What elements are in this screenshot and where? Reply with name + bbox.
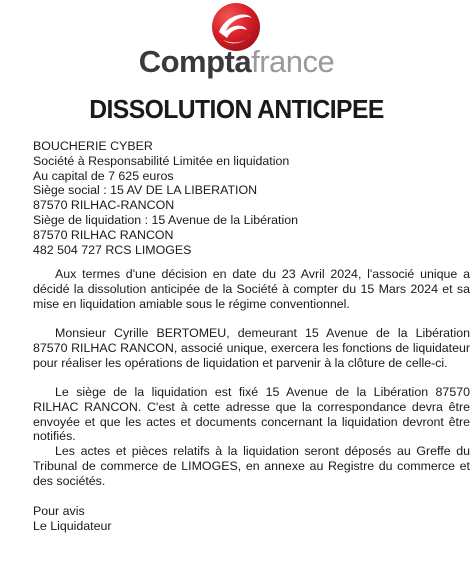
company-capital: Au capital de 7 625 euros bbox=[33, 168, 174, 183]
brand-name-bold: Compta bbox=[138, 44, 252, 79]
closing-block bbox=[33, 504, 112, 534]
paragraph-liquidator: Monsieur Cyrille BERTOMEU, demeurant 15 Avenue de la Libération 87570 RILHAC RANCON, associé unique, exercera les fonctions de liquidateur pour réaliser les opérations de liquidation et parvenir à la clôture de celle-ci. bbox=[33, 326, 470, 370]
brand-wordmark bbox=[0, 45, 473, 79]
company-block bbox=[33, 139, 298, 257]
comptafrance-logo bbox=[0, 0, 473, 85]
brand-name-light: france bbox=[251, 44, 335, 79]
company-rcs: 482 504 727 RCS LIMOGES bbox=[33, 242, 192, 257]
paragraph-filing: Les actes et pièces relatifs à la liquidation seront déposés au Greffe du Tribunal de commerce de LIMOGES, en annexe au Registre du commerce et des sociétés. bbox=[33, 444, 470, 488]
company-registered-office: Siège social : 15 AV DE LA LIBERATION bbox=[33, 183, 258, 198]
company-liquidation-city: 87570 RILHAC RANCON bbox=[33, 227, 174, 242]
company-registered-city: 87570 RILHAC-RANCON bbox=[33, 198, 175, 213]
closing-signatory: Le Liquidateur bbox=[33, 518, 112, 533]
paragraph-decision: Aux termes d'une décision en date du 23 Avril 2024, l'associé unique a décidé la dissolution anticipée de la Société à compter du 15 Mars 2024 et sa mise en liquidation amiable sous le régime conventionnel. bbox=[33, 267, 470, 311]
company-liquidation-office: Siège de liquidation : 15 Avenue de la Libération bbox=[33, 212, 299, 227]
company-legal-form: Société à Responsabilité Limitée en liquidation bbox=[33, 153, 290, 168]
paragraph-seat: Le siège de la liquidation est fixé 15 Avenue de la Libération 87570 RILHAC RANCON. C'est à cette adresse que la correspondance devra être envoyée et que les actes et documents concernant la liquidation devront être notifiés. bbox=[33, 385, 470, 444]
closing-for-notice: Pour avis bbox=[33, 504, 85, 518]
company-name: BOUCHERIE CYBER bbox=[33, 139, 153, 153]
notice-title: DISSOLUTION ANTICIPEE bbox=[89, 94, 384, 124]
